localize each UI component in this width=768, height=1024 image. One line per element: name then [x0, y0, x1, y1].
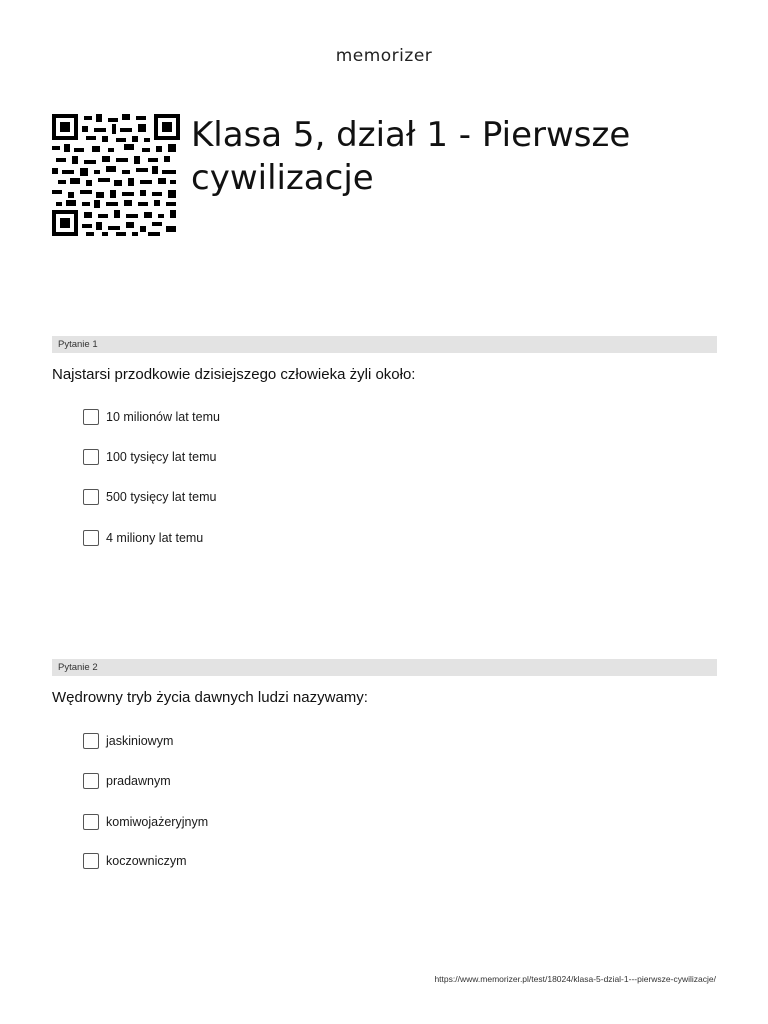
question-number-1: Pytanie 1	[52, 336, 717, 353]
answer-option-2b[interactable]	[83, 771, 171, 791]
question-text-2: Wędrowny tryb życia dawnych ludzi nazywamy:	[52, 689, 368, 706]
answer-option-1a[interactable]	[83, 407, 220, 427]
answer-option-1c[interactable]	[83, 487, 216, 507]
answer-label: komiwojażeryjnym	[106, 815, 209, 829]
answer-option-1d[interactable]	[83, 528, 203, 548]
answer-label: 500 tysięcy lat temu	[106, 490, 217, 504]
checkbox[interactable]	[83, 773, 99, 789]
answer-option-1b[interactable]	[83, 447, 216, 467]
memorizer-logo: memorizer	[335, 46, 433, 66]
answer-option-2a[interactable]	[83, 731, 173, 751]
answer-label: 100 tysięcy lat temu	[106, 450, 217, 464]
answer-label: pradawnym	[106, 774, 171, 788]
answer-label: 10 milionów lat temu	[106, 410, 220, 424]
question-number-2: Pytanie 2	[52, 659, 717, 676]
checkbox[interactable]	[83, 489, 99, 505]
checkbox[interactable]	[83, 814, 99, 830]
answer-option-2d[interactable]	[83, 851, 187, 871]
answer-option-2c[interactable]	[83, 812, 208, 832]
qr-code-icon	[52, 114, 180, 236]
answer-label: 4 miliony lat temu	[106, 531, 204, 545]
checkbox[interactable]	[83, 733, 99, 749]
checkbox[interactable]	[83, 853, 99, 869]
checkbox[interactable]	[83, 409, 99, 425]
question-text-1: Najstarsi przodkowie dzisiejszego człowieka żyli około:	[52, 366, 416, 383]
test-title: Klasa 5, dział 1 - Pierwsze cywilizacje	[191, 115, 631, 198]
checkbox[interactable]	[83, 449, 99, 465]
answer-label: koczowniczym	[106, 854, 187, 868]
footer-url: https://www.memorizer.pl/test/18024/klasa-5-dzial-1---pierwsze-cywilizacje/	[434, 974, 716, 984]
answer-label: jaskiniowym	[106, 734, 174, 748]
checkbox[interactable]	[83, 530, 99, 546]
